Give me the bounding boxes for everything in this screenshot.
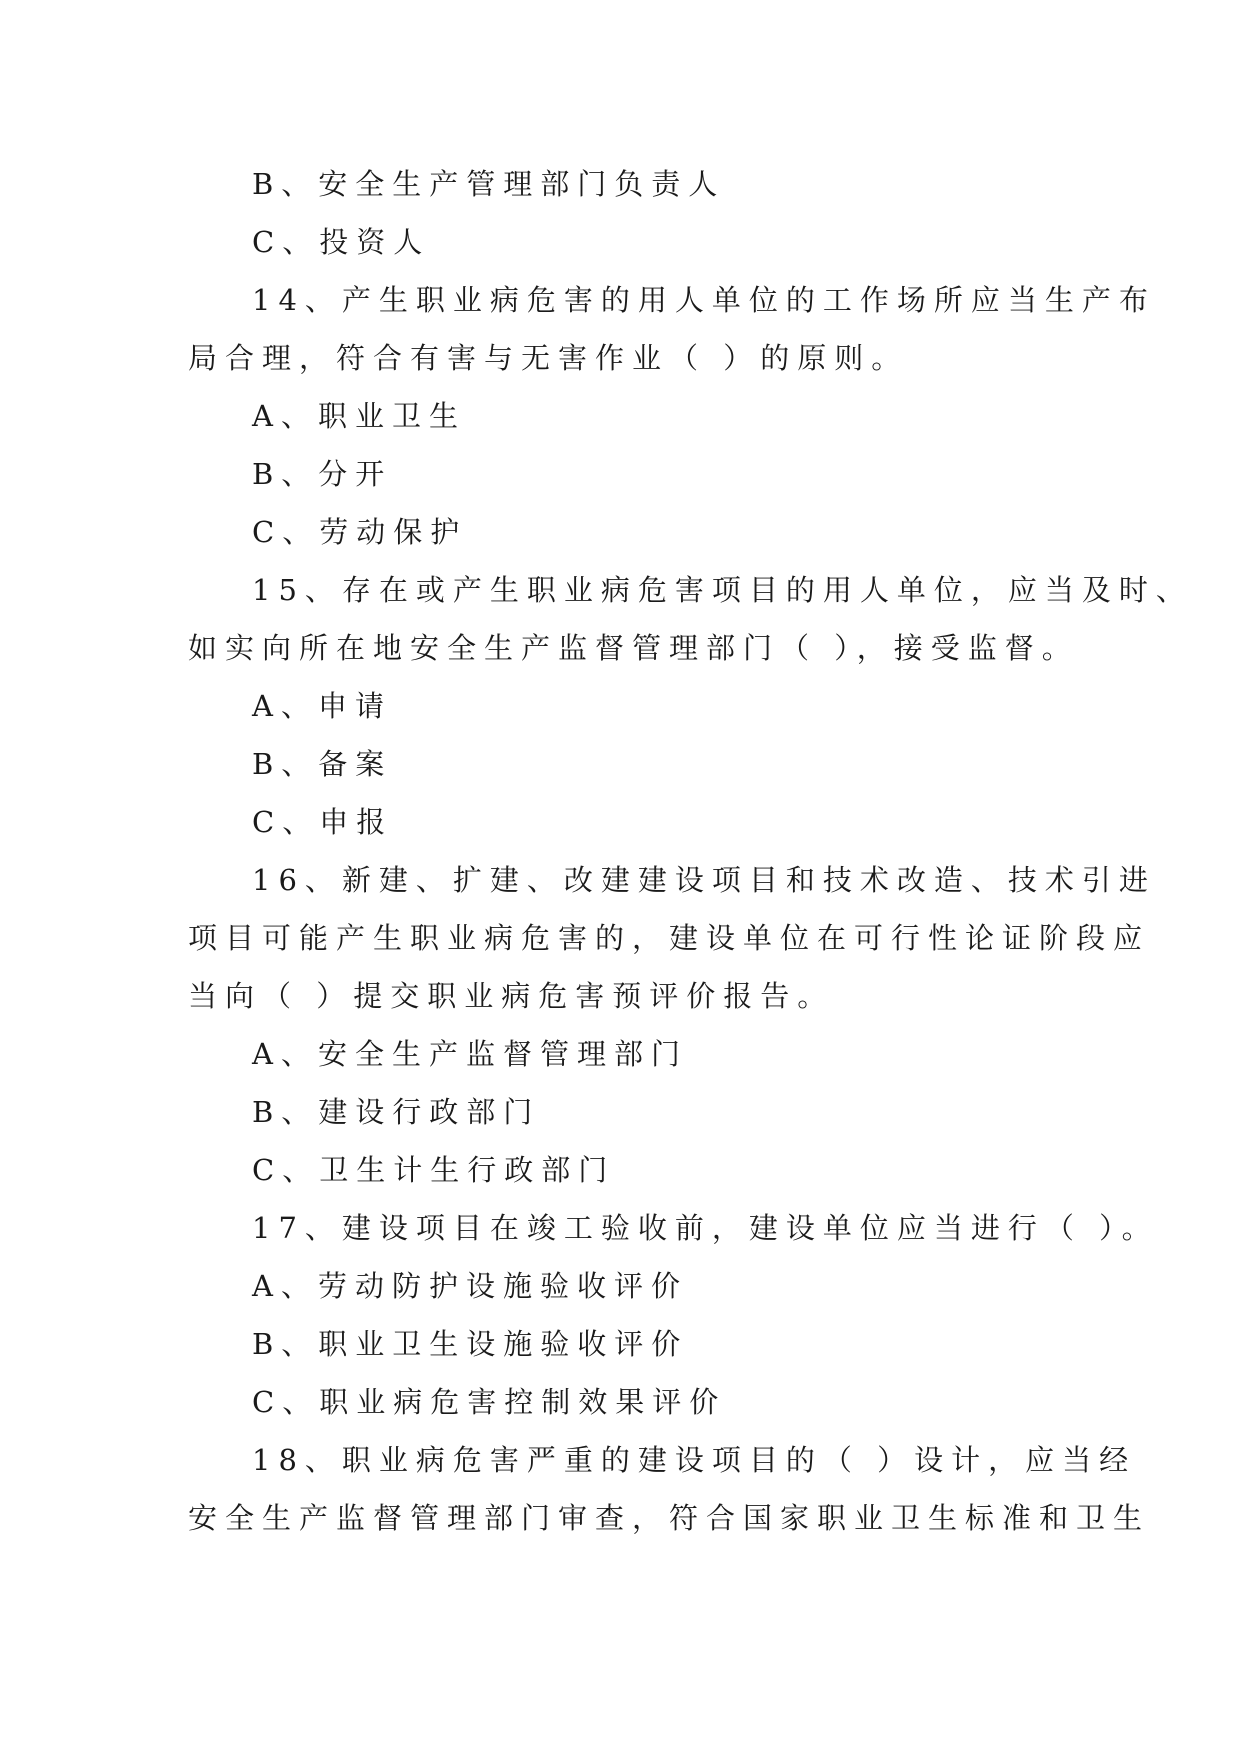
- question-line: 17、建设项目在竣工验收前，建设单位应当进行（ ）。: [252, 1211, 1159, 1245]
- option-line: B、备案: [252, 747, 393, 781]
- question-line: 项目可能产生职业病危害的，建设单位在可行性论证阶段应: [188, 921, 1151, 955]
- option-line: C、劳动保护: [252, 515, 468, 549]
- question-line: 局合理，符合有害与无害作业（ ）的原则。: [188, 341, 909, 375]
- option-line: B、职业卫生设施验收评价: [252, 1327, 689, 1361]
- question-line: 18、职业病危害严重的建设项目的（ ）设计，应当经: [252, 1443, 1137, 1477]
- option-line: B、分开: [252, 457, 393, 491]
- option-line: B、建设行政部门: [252, 1095, 541, 1129]
- option-line: A、职业卫生: [252, 399, 466, 433]
- option-line: A、劳动防护设施验收评价: [252, 1269, 688, 1303]
- question-line: 15、存在或产生职业病危害项目的用人单位，应当及时、: [252, 573, 1193, 607]
- option-line: C、投资人: [252, 225, 431, 259]
- option-line: C、申报: [252, 805, 394, 839]
- question-line: 当向（ ）提交职业病危害预评价报告。: [188, 979, 835, 1013]
- question-line: 安全生产监督管理部门审查，符合国家职业卫生标准和卫生: [188, 1501, 1151, 1535]
- option-line: C、卫生计生行政部门: [252, 1153, 616, 1187]
- question-line: 14、产生职业病危害的用人单位的工作场所应当生产布: [252, 283, 1156, 317]
- question-line: 如实向所在地安全生产监督管理部门（ ），接受监督。: [188, 631, 1079, 665]
- option-line: C、职业病危害控制效果评价: [252, 1385, 727, 1419]
- option-line: B、安全生产管理部门负责人: [252, 167, 726, 201]
- question-line: 16、新建、扩建、改建建设项目和技术改造、技术引进: [252, 863, 1156, 897]
- option-line: A、安全生产监督管理部门: [252, 1037, 688, 1071]
- option-line: A、申请: [252, 689, 392, 723]
